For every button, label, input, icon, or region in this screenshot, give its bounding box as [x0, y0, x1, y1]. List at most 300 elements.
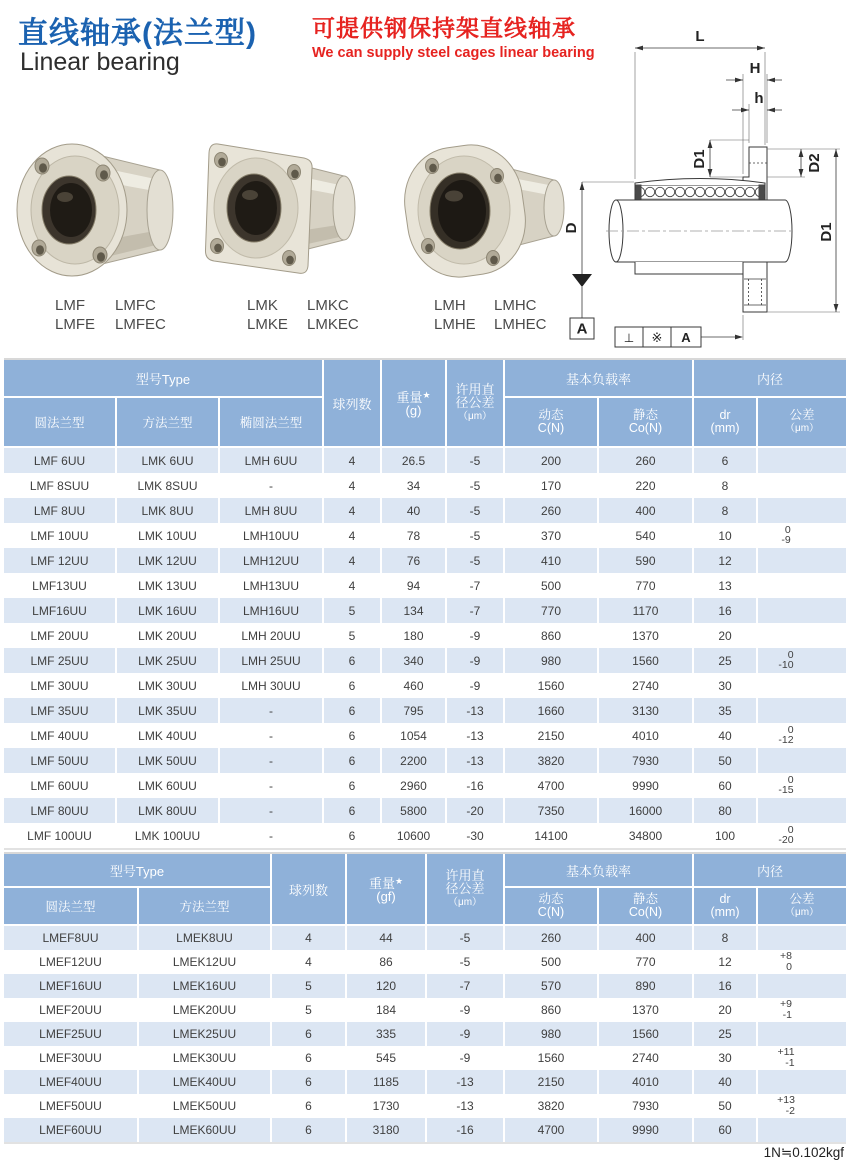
table-row — [4, 598, 846, 623]
tolerance-cell — [756, 473, 846, 498]
col-header-allowance: 许用直 径公差 （μm） — [445, 360, 503, 448]
table-cell: LMF 10UU — [4, 523, 115, 548]
table-cell: 2150 — [503, 723, 597, 748]
table-cell: - — [218, 698, 322, 723]
table-cell: 4 — [322, 448, 380, 473]
table-cell: LMEF16UU — [4, 974, 137, 998]
table-cell: LMF 50UU — [4, 748, 115, 773]
table-row — [4, 1118, 846, 1142]
table-cell: 3180 — [345, 1118, 425, 1142]
table-cell: 260 — [503, 926, 597, 950]
table-cell: -9 — [445, 648, 503, 673]
table-cell: LMK 80UU — [115, 798, 218, 823]
col-group-load: 基本负载率 — [503, 854, 692, 888]
table-cell: -5 — [445, 498, 503, 523]
table-cell: 25 — [692, 648, 756, 673]
table-cell: 260 — [503, 498, 597, 523]
table-cell: 1185 — [345, 1070, 425, 1094]
page-title: 直线轴承(法兰型) — [18, 17, 257, 50]
col-header-dr: dr (mm) — [692, 398, 756, 448]
table-cell: 6 — [270, 1118, 345, 1142]
table-cell: 16000 — [597, 798, 692, 823]
table-cell: 76 — [380, 548, 445, 573]
table-cell: 14100 — [503, 823, 597, 848]
table-cell: 7930 — [597, 1094, 692, 1118]
table-row — [4, 974, 846, 998]
dim-label-D1-right: D1 — [818, 222, 835, 242]
tolerance-cell — [756, 648, 846, 673]
dimension-drawing — [558, 22, 848, 352]
table-cell: LMEK50UU — [137, 1094, 270, 1118]
table-cell: 6 — [322, 748, 380, 773]
table-cell: 16 — [692, 974, 756, 998]
col-header-static: 静态 Co(N) — [597, 398, 692, 448]
table-cell: 260 — [597, 448, 692, 473]
tolerance-cell — [756, 573, 846, 598]
tolerance-value: +9 -1 — [780, 998, 793, 1021]
table-cell: 1560 — [503, 1046, 597, 1070]
round-flange-bearing-photo — [12, 118, 184, 296]
tolerance-cell — [756, 998, 846, 1022]
table-cell: 10 — [692, 523, 756, 548]
tolerance-cell — [756, 623, 846, 648]
table-row — [4, 648, 846, 673]
table-row — [4, 498, 846, 523]
table-cell: 860 — [503, 998, 597, 1022]
table-cell: 400 — [597, 926, 692, 950]
tolerance-cell — [756, 598, 846, 623]
table-cell: - — [218, 723, 322, 748]
table-cell: - — [218, 823, 322, 848]
table-cell: 6 — [270, 1022, 345, 1046]
table-cell: 770 — [597, 950, 692, 974]
tolerance-cell — [756, 926, 846, 950]
table-row — [4, 1094, 846, 1118]
tolerance-cell — [756, 1070, 846, 1094]
table-cell: 120 — [345, 974, 425, 998]
table-row — [4, 748, 846, 773]
table-cell: - — [218, 798, 322, 823]
table-cell: -13 — [445, 723, 503, 748]
table-cell: 200 — [503, 448, 597, 473]
table-cell: 34 — [380, 473, 445, 498]
tolerance-cell — [756, 448, 846, 473]
table-cell: 1054 — [380, 723, 445, 748]
table-cell: LMK 8SUU — [115, 473, 218, 498]
table-cell: LMF16UU — [4, 598, 115, 623]
table-cell: LMK 8UU — [115, 498, 218, 523]
datum-label-A: A — [576, 320, 588, 338]
table-cell: LMEK25UU — [137, 1022, 270, 1046]
tolerance-cell — [756, 823, 846, 848]
table-cell: LMK 13UU — [115, 573, 218, 598]
table-row — [4, 1070, 846, 1094]
dim-label-D: D — [563, 222, 580, 234]
table-cell: 1660 — [503, 698, 597, 723]
model-name: LMH — [434, 297, 466, 314]
tolerance-cell — [756, 950, 846, 974]
tolerance-value: +13 -2 — [777, 1094, 795, 1117]
table-cell: 20 — [692, 998, 756, 1022]
table-cell: 4 — [322, 473, 380, 498]
tolerance-cell — [756, 1022, 846, 1046]
tolerance-value: 0 -15 — [778, 773, 794, 797]
table-cell: LMEF20UU — [4, 998, 137, 1022]
table-cell: 500 — [503, 950, 597, 974]
table-cell: 10600 — [380, 823, 445, 848]
table-cell: LMK 50UU — [115, 748, 218, 773]
table-row — [4, 523, 846, 548]
table-cell: 4 — [322, 548, 380, 573]
promo-block — [312, 10, 595, 61]
table-row — [4, 473, 846, 498]
dim-label-D1-top: D1 — [691, 149, 708, 169]
footnote-star-icon: ★ — [394, 875, 404, 886]
model-list-oval — [434, 296, 547, 334]
table-cell: -16 — [425, 1118, 503, 1142]
table-cell: 44 — [345, 926, 425, 950]
table-cell: 4700 — [503, 1118, 597, 1142]
dim-label-h: h — [754, 90, 764, 107]
tolerance-value: 0 -20 — [778, 823, 794, 847]
table-cell: LMK 12UU — [115, 548, 218, 573]
col-header-weight — [380, 360, 445, 448]
table-cell: 220 — [597, 473, 692, 498]
table-cell: LMEK40UU — [137, 1070, 270, 1094]
table-cell: 3820 — [503, 1094, 597, 1118]
table-cell: 1560 — [597, 1022, 692, 1046]
table-cell: 6 — [322, 798, 380, 823]
table-cell: -9 — [445, 673, 503, 698]
table-cell: 795 — [380, 698, 445, 723]
dim-label-D2: D2 — [806, 153, 823, 173]
table-cell: LMF 8SUU — [4, 473, 115, 498]
table-cell: 86 — [345, 950, 425, 974]
model-name: LMHEC — [494, 316, 547, 333]
footnote-star-icon: ★ — [422, 389, 431, 400]
table-cell: 7350 — [503, 798, 597, 823]
spec-table-flange — [4, 358, 846, 850]
table-cell: 9990 — [597, 773, 692, 798]
tolerance-cell — [756, 773, 846, 798]
table-cell: 4 — [270, 950, 345, 974]
table-cell: -9 — [445, 623, 503, 648]
table-cell: 26.5 — [380, 448, 445, 473]
table-cell: LMEF12UU — [4, 950, 137, 974]
table-cell: 34800 — [597, 823, 692, 848]
col-header-tolerance: 公差 （μm） — [756, 398, 846, 448]
table-cell: 184 — [345, 998, 425, 1022]
oval-flange-bearing-photo — [396, 118, 571, 296]
table-row — [4, 698, 846, 723]
table-cell: 540 — [597, 523, 692, 548]
table-cell: 410 — [503, 548, 597, 573]
table-cell: -7 — [425, 974, 503, 998]
table-cell: 40 — [692, 1070, 756, 1094]
table-cell: 3130 — [597, 698, 692, 723]
table-cell: -13 — [425, 1094, 503, 1118]
table-cell: 980 — [503, 648, 597, 673]
table-cell: 9990 — [597, 1118, 692, 1142]
tolerance-value: +11 -1 — [777, 1046, 795, 1069]
col-group-type: 型号Type — [4, 360, 322, 398]
table-cell: 980 — [503, 1022, 597, 1046]
table-cell: 6 — [322, 773, 380, 798]
model-list-square — [247, 296, 359, 334]
table-cell: 5 — [270, 998, 345, 1022]
table-cell: LMK 6UU — [115, 448, 218, 473]
page-subtitle: Linear bearing — [20, 48, 180, 76]
table-cell: 6 — [322, 648, 380, 673]
dim-label-L: L — [695, 28, 705, 45]
col-group-bore: 内径 — [692, 854, 846, 888]
table-cell: -5 — [445, 448, 503, 473]
table-cell: LMF 6UU — [4, 448, 115, 473]
table-cell: 20 — [692, 623, 756, 648]
table-cell: LMEK60UU — [137, 1118, 270, 1142]
table-cell: 4010 — [597, 1070, 692, 1094]
table-cell: 7930 — [597, 748, 692, 773]
table-cell: 60 — [692, 1118, 756, 1142]
table-cell: 770 — [597, 573, 692, 598]
table-cell: LMF13UU — [4, 573, 115, 598]
table-cell: 890 — [597, 974, 692, 998]
tolerance-cell — [756, 698, 846, 723]
weight-label: 重量 — [368, 875, 395, 891]
table-row — [4, 950, 846, 974]
tolerance-value: +8 0 — [780, 950, 793, 973]
promo-text-zh: 可提供钢保持架直线轴承 — [312, 15, 576, 41]
tolerance-cell — [756, 673, 846, 698]
perpendicularity-symbol: ⊥ — [623, 331, 635, 345]
table-cell: 460 — [380, 673, 445, 698]
table-cell: 3820 — [503, 748, 597, 773]
table-cell: 12 — [692, 548, 756, 573]
table-cell: 1560 — [503, 673, 597, 698]
table-cell: 1370 — [597, 623, 692, 648]
table-row — [4, 773, 846, 798]
table-cell: LMEK30UU — [137, 1046, 270, 1070]
table-cell: LMF 25UU — [4, 648, 115, 673]
table-cell: 100 — [692, 823, 756, 848]
table-cell: 6 — [322, 823, 380, 848]
tolerance-cell — [756, 1094, 846, 1118]
model-name: LMHE — [434, 316, 476, 333]
table-cell: 30 — [692, 1046, 756, 1070]
model-name: LMKC — [307, 297, 349, 314]
col-header-dr: dr (mm) — [692, 888, 756, 926]
table-cell: 500 — [503, 573, 597, 598]
spec-table-lme-flange — [4, 852, 846, 1144]
table-cell: LMH16UU — [218, 598, 322, 623]
table-cell: 370 — [503, 523, 597, 548]
table-cell: LMF 8UU — [4, 498, 115, 523]
table-cell: 40 — [380, 498, 445, 523]
table-cell: LMF 20UU — [4, 623, 115, 648]
table-cell: 13 — [692, 573, 756, 598]
table-cell: LMEF60UU — [4, 1118, 137, 1142]
col-header-allowance: 许用直 径公差 （μm） — [425, 854, 503, 926]
table-cell: -5 — [425, 950, 503, 974]
table-cell: 50 — [692, 748, 756, 773]
table-cell: 94 — [380, 573, 445, 598]
table-cell: 2200 — [380, 748, 445, 773]
table-cell: LMF 40UU — [4, 723, 115, 748]
table-row — [4, 548, 846, 573]
table-cell: LMEK8UU — [137, 926, 270, 950]
model-name: LMFEC — [115, 316, 166, 333]
table-cell: 5 — [270, 974, 345, 998]
table-cell: 5 — [322, 598, 380, 623]
weight-unit: (gf) — [376, 889, 396, 904]
table-row — [4, 723, 846, 748]
col-group-load: 基本负载率 — [503, 360, 692, 398]
col-header-round-flange: 圆法兰型 — [4, 398, 115, 448]
table-cell: 4700 — [503, 773, 597, 798]
tolerance-cell — [756, 723, 846, 748]
col-header-static: 静态 Co(N) — [597, 888, 692, 926]
table-cell: LMEK12UU — [137, 950, 270, 974]
table-cell: LMK 30UU — [115, 673, 218, 698]
table-cell: 860 — [503, 623, 597, 648]
table-cell: -7 — [445, 573, 503, 598]
table-cell: 6 — [692, 448, 756, 473]
table-cell: 16 — [692, 598, 756, 623]
table-cell: 40 — [692, 723, 756, 748]
table-cell: LMF 30UU — [4, 673, 115, 698]
table-cell: 545 — [345, 1046, 425, 1070]
table-cell: 80 — [692, 798, 756, 823]
table-cell: 2150 — [503, 1070, 597, 1094]
table-row — [4, 823, 846, 848]
table-cell: LMH13UU — [218, 573, 322, 598]
reference-mark-symbol: ※ — [651, 330, 663, 345]
table-cell: -13 — [445, 698, 503, 723]
table-cell: LMEF40UU — [4, 1070, 137, 1094]
table-cell: LMEF50UU — [4, 1094, 137, 1118]
table-cell: 170 — [503, 473, 597, 498]
model-name: LMFC — [115, 297, 156, 314]
table-cell: -16 — [445, 773, 503, 798]
table-cell: 6 — [322, 673, 380, 698]
col-header-dynamic: 动态 C(N) — [503, 398, 597, 448]
table-cell: LMF 12UU — [4, 548, 115, 573]
table-row — [4, 673, 846, 698]
table-cell: 340 — [380, 648, 445, 673]
table-cell: 570 — [503, 974, 597, 998]
table-cell: LMF 100UU — [4, 823, 115, 848]
table-cell: 770 — [503, 598, 597, 623]
table-cell: 335 — [345, 1022, 425, 1046]
model-name: LMK — [247, 297, 278, 314]
table-cell: LMEF25UU — [4, 1022, 137, 1046]
table-cell: -5 — [445, 523, 503, 548]
table-cell: 6 — [322, 698, 380, 723]
table-cell: LMH 30UU — [218, 673, 322, 698]
unit-conversion-note: 1N≒0.102kgf — [763, 1145, 844, 1160]
table-cell: 2740 — [597, 1046, 692, 1070]
table-cell: LMK 35UU — [115, 698, 218, 723]
table-cell: -9 — [425, 1046, 503, 1070]
col-header-dynamic: 动态 C(N) — [503, 888, 597, 926]
table-cell: 25 — [692, 1022, 756, 1046]
table-cell: 1370 — [597, 998, 692, 1022]
tolerance-cell — [756, 1046, 846, 1070]
table-cell: 180 — [380, 623, 445, 648]
table-cell: 2960 — [380, 773, 445, 798]
model-name: LMKEC — [307, 316, 359, 333]
frame-datum-A: A — [681, 330, 691, 345]
model-list-round — [55, 296, 166, 334]
table-cell: LMH 25UU — [218, 648, 322, 673]
table-cell: -9 — [425, 1022, 503, 1046]
table-cell: 12 — [692, 950, 756, 974]
table-cell: 5800 — [380, 798, 445, 823]
table-row — [4, 1022, 846, 1046]
table-row — [4, 926, 846, 950]
table-cell: LMEK20UU — [137, 998, 270, 1022]
table-cell: LMK 40UU — [115, 723, 218, 748]
table-cell: 78 — [380, 523, 445, 548]
table-row — [4, 1046, 846, 1070]
table-cell: -30 — [445, 823, 503, 848]
square-flange-bearing-photo — [188, 120, 363, 292]
col-header-weight — [345, 854, 425, 926]
table-cell: LMF 35UU — [4, 698, 115, 723]
table-cell: 35 — [692, 698, 756, 723]
table-cell: 5 — [322, 623, 380, 648]
model-name: LMF — [55, 297, 85, 314]
table-cell: 50 — [692, 1094, 756, 1118]
table-cell: 60 — [692, 773, 756, 798]
tolerance-value: 0 -10 — [778, 648, 794, 672]
table-cell: LMK 60UU — [115, 773, 218, 798]
table-cell: -20 — [445, 798, 503, 823]
table-cell: LMH12UU — [218, 548, 322, 573]
table-cell: 30 — [692, 673, 756, 698]
tolerance-cell — [756, 498, 846, 523]
table-cell: 8 — [692, 926, 756, 950]
weight-unit: (g) — [405, 403, 422, 418]
col-header-tolerance: 公差 （μm） — [756, 888, 846, 926]
table-row — [4, 623, 846, 648]
table-cell: LMH 8UU — [218, 498, 322, 523]
col-header-square-flange: 方法兰型 — [137, 888, 270, 926]
tolerance-cell — [756, 1118, 846, 1142]
table-cell: LMH10UU — [218, 523, 322, 548]
table-cell: - — [218, 773, 322, 798]
table-cell: -5 — [445, 473, 503, 498]
table-cell: LMEK16UU — [137, 974, 270, 998]
table-cell: 8 — [692, 498, 756, 523]
promo-text-en: We can supply steel cages linear bearing — [312, 45, 595, 61]
table-cell: - — [218, 473, 322, 498]
tolerance-cell — [756, 548, 846, 573]
table-cell: 4 — [270, 926, 345, 950]
table-cell: LMK 100UU — [115, 823, 218, 848]
model-name: LMFE — [55, 316, 96, 333]
table-cell: LMK 10UU — [115, 523, 218, 548]
table-cell: 6 — [270, 1094, 345, 1118]
table-cell: -13 — [425, 1070, 503, 1094]
table-cell: LMK 20UU — [115, 623, 218, 648]
dim-label-H: H — [749, 60, 761, 77]
table-cell: 1730 — [345, 1094, 425, 1118]
tolerance-cell — [756, 974, 846, 998]
table-cell: LMK 16UU — [115, 598, 218, 623]
table-cell: 6 — [322, 723, 380, 748]
table-cell: 4 — [322, 573, 380, 598]
